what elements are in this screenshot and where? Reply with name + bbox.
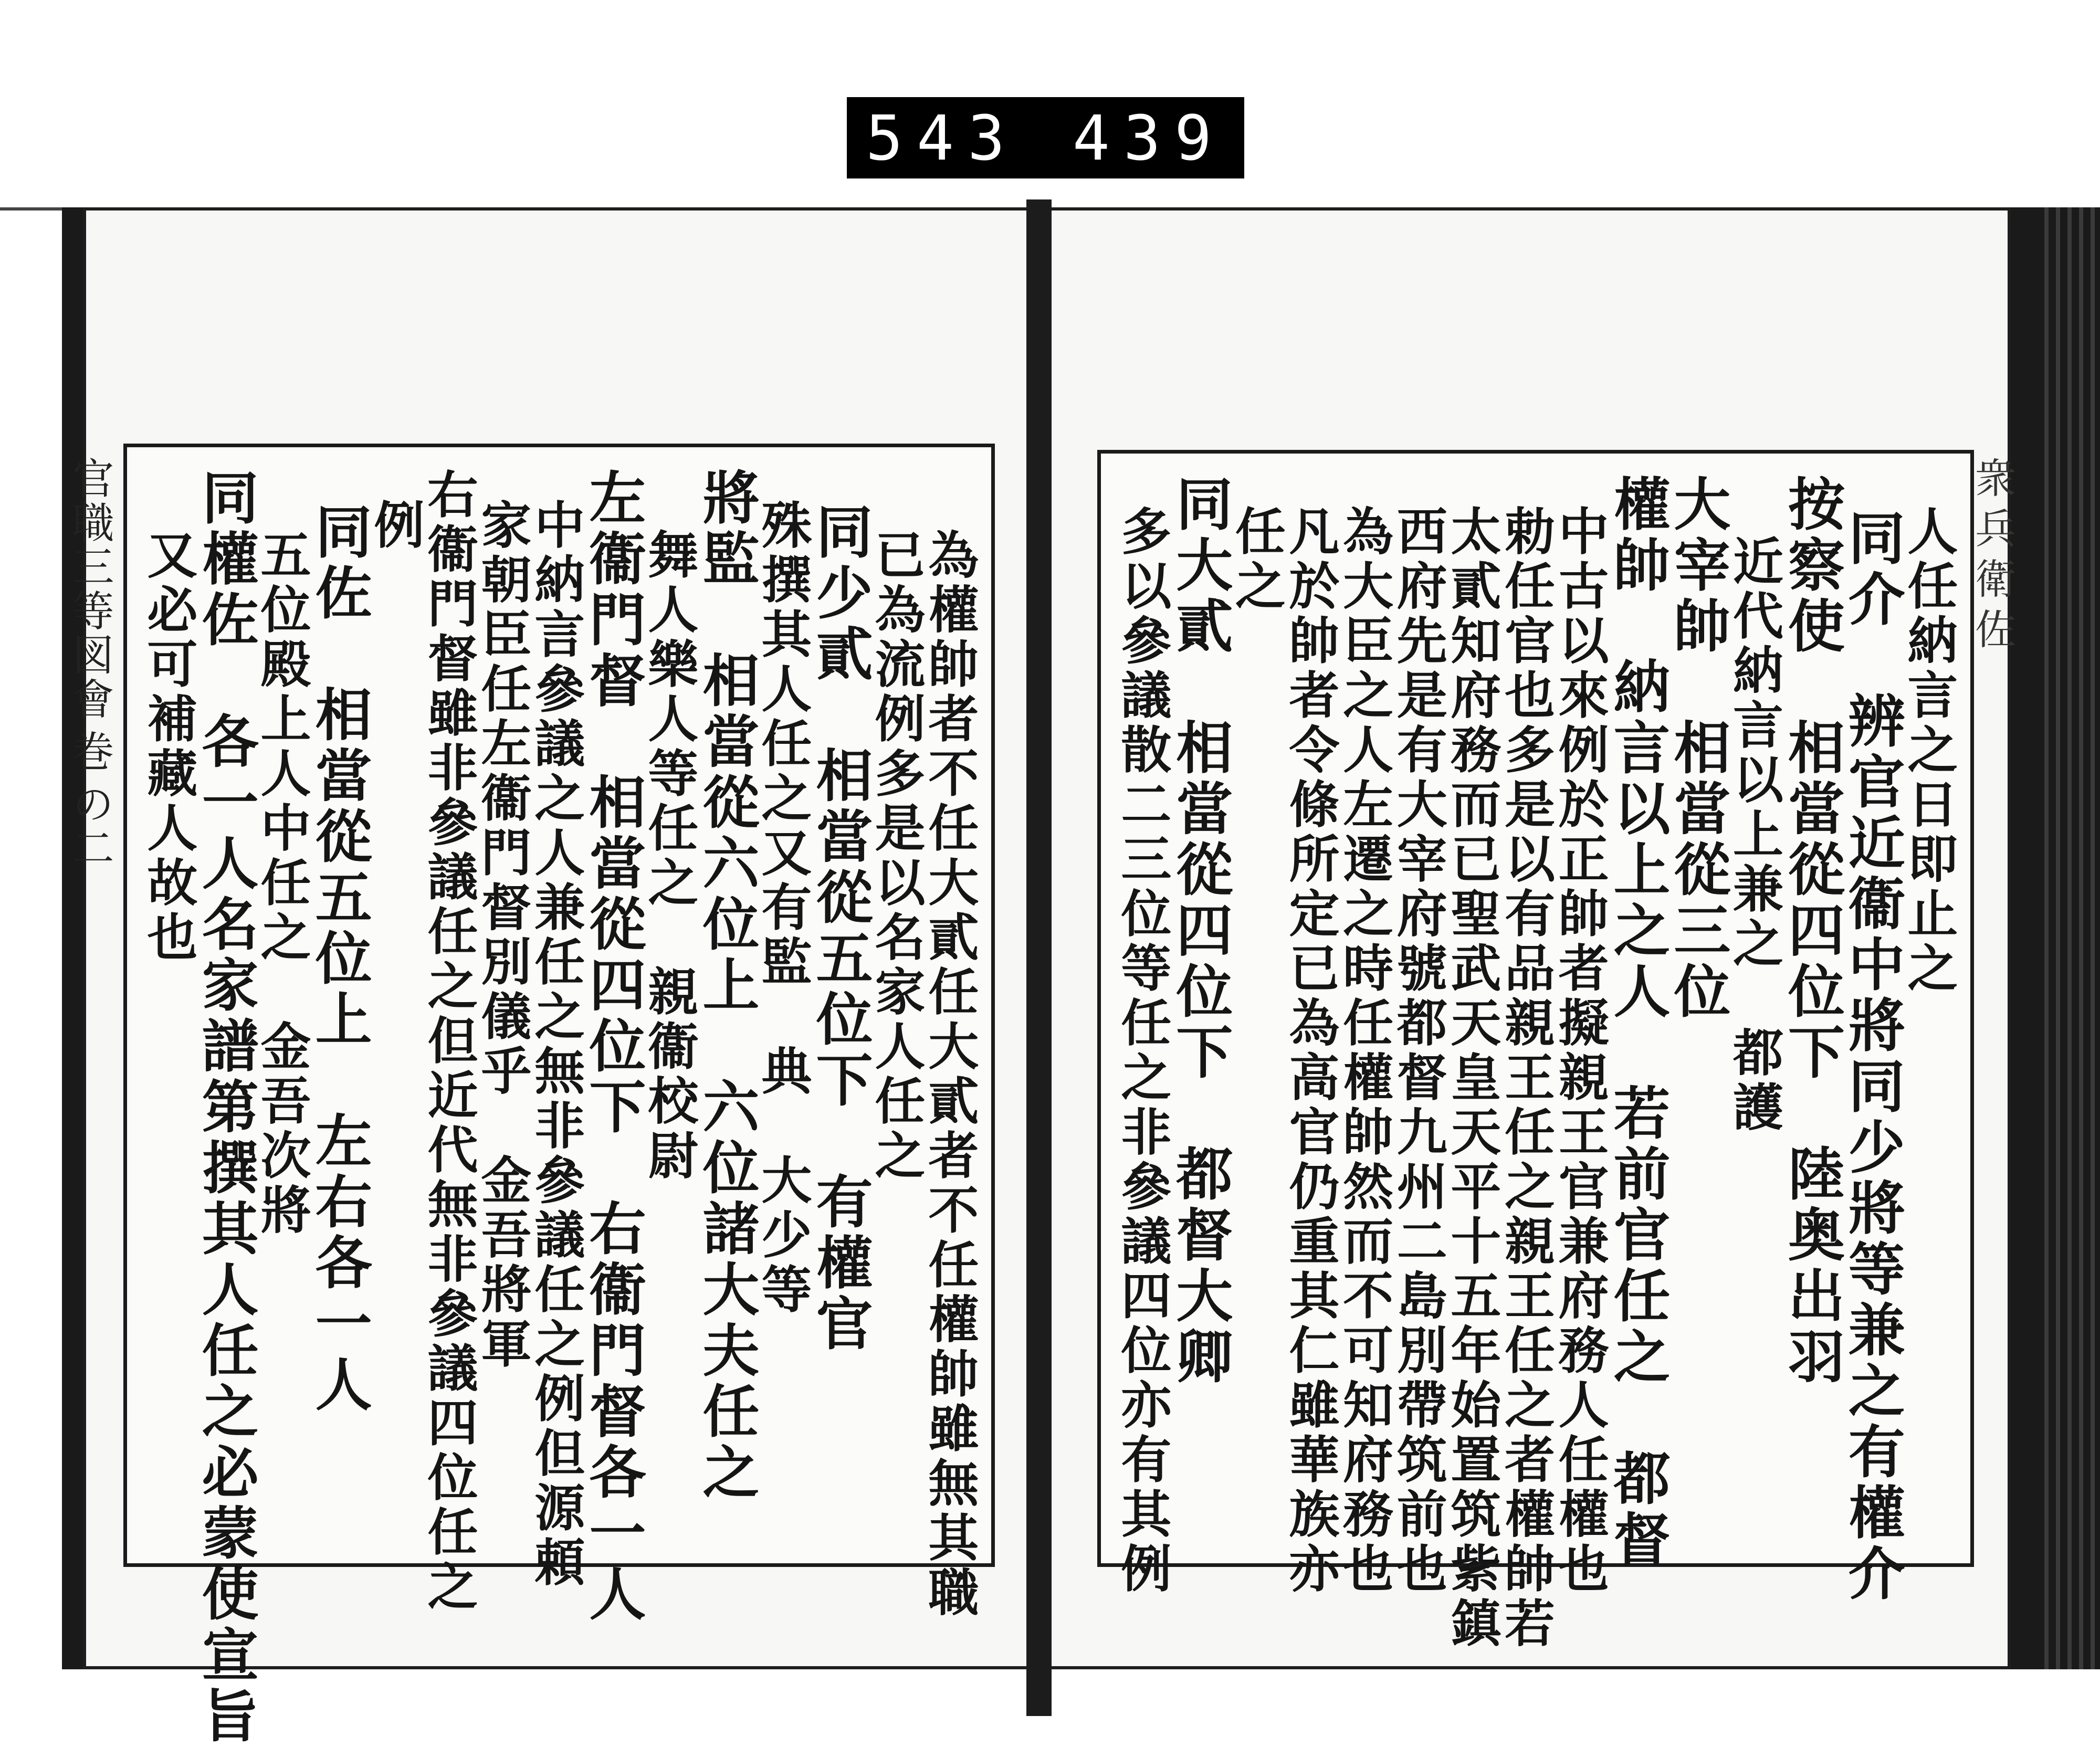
text-column: 大宰帥 相當從三位: [1664, 475, 1730, 1023]
edge-title: 官職三等図會: [65, 457, 114, 721]
left-edge-title: [62, 446, 117, 1129]
edge-volume: 巻: [65, 730, 114, 774]
text-column: 勅任官也多是以有品親王任之親王任之者權帥若: [1496, 504, 1556, 1651]
text-column: 同大貳 相當從四位下 都督大卿: [1166, 475, 1233, 1388]
right-text-frame: [1097, 450, 1974, 1651]
text-column: 家朝臣任左衞門督別儀乎 金吾將軍: [472, 498, 532, 1372]
text-column: 人任納言之日即止之: [1899, 504, 1959, 996]
text-column: 任之: [1227, 504, 1287, 614]
text-column: 右衞門督雖非參議任之但近代無非參議四位任之: [419, 468, 479, 1615]
text-column: 為權帥者不任大貳任大貳者不任權帥雖無其職: [920, 529, 980, 1621]
text-column: 中古以來例於正帥者擬親王官兼府務人任權也: [1550, 504, 1610, 1597]
frame-number-right: 439: [1072, 101, 1225, 174]
frame-number-label: [847, 97, 1244, 178]
text-column: 權帥 納言以上之人 若前官任之 都督: [1604, 475, 1671, 1571]
text-column: 同少貳 相當從五位下 有權官: [806, 502, 873, 1355]
text-column: 殊撰其人任之又有監 典 大少等: [753, 498, 813, 1318]
right-margin-text: 衆兵衛佐: [1968, 457, 2015, 658]
book-right-edge: [2037, 207, 2100, 1669]
edge-tail: の二: [65, 782, 114, 870]
text-column: 太貳知府務而已聖武天皇天平十五年始置筑紫鎮: [1442, 504, 1502, 1651]
text-column: 近代納言以上兼之 都護: [1725, 535, 1784, 1136]
book-spine: [1026, 199, 1052, 1716]
text-column: 按察使 相當從四位下 陸奥出羽: [1778, 475, 1845, 1388]
text-column: 凡於帥者令條所定已為高官仍重其仁雖華族亦: [1281, 504, 1341, 1597]
text-column: 西府先是有大宰府號都督九州二島別帶筑前也: [1389, 504, 1448, 1597]
frame-number-left: 543: [866, 101, 1019, 174]
right-text-columns: [1112, 475, 1959, 1651]
left-text-frame: [123, 444, 995, 1747]
text-column: 又必可補藏人故也: [139, 529, 198, 966]
text-column: 同佐 相當從五位上 左右各一人: [306, 502, 372, 1416]
text-column: 同權佐 各一人名家譜第撰其人任之必蒙使宣旨: [192, 468, 259, 1747]
text-column: 同介 辨官近衞中將同少將等兼之有權介: [1839, 508, 1905, 1605]
text-column: 中納言參議之人兼任之無非參議任之例但源頼: [526, 498, 586, 1591]
text-column: 為大臣之人左遷之時任權帥然而不可知府務也: [1335, 504, 1394, 1597]
text-column: 五位殿上人中任之 金吾次將: [252, 529, 312, 1239]
text-column: 左衞門督 相當從四位下 右衞門督各一人: [579, 468, 646, 1625]
text-column: 多以參議散二三位等任之非參議四位亦有其例: [1112, 504, 1172, 1597]
text-column: 例: [366, 498, 426, 553]
left-text-columns: [139, 468, 980, 1747]
text-column: 已為流例多是以名家人任之: [866, 529, 926, 1184]
text-column: 舞人樂人等任之 親衞校尉: [639, 529, 699, 1184]
text-column: 將監 相當從六位上 六位諸大夫任之: [692, 468, 759, 1503]
